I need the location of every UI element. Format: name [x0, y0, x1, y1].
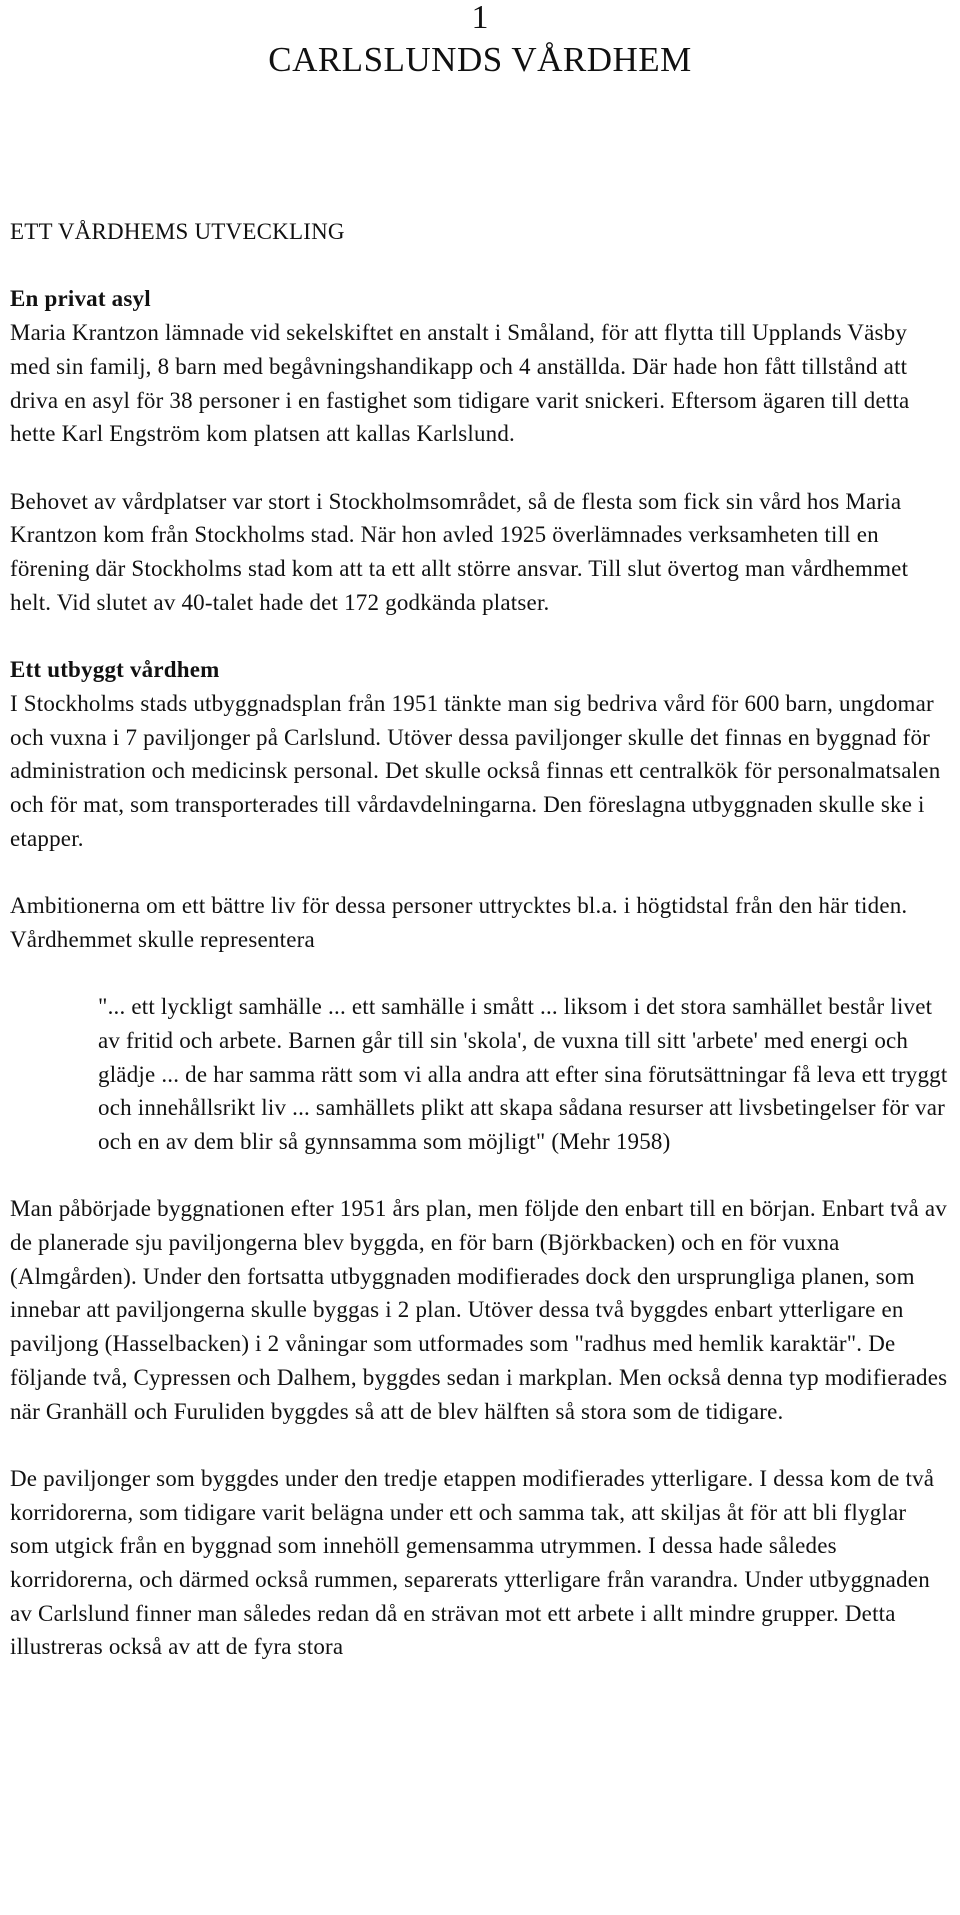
paragraph: I Stockholms stads utbyggnadsplan från 1951 tänkte man sig bedriva vård för 600 barn, ungdomar och vuxna i 7 paviljonger på Carlslund. Utöver dessa paviljonger skulle det finnas en byggnad för administration och medicinsk personal. Det skulle också finnas ett centralkök för personalmatsalen och för mat, som transporterades till vårdavdelningarna. Den föreslagna utbyggnaden skulle ske i etapper. — [10, 690, 941, 851]
block-quote: "... ett lyckligt samhälle ... ett samhälle i smått ... liksom i det stora samhället består livet av fritid och arbete. Barnen går till sin 'skola', de vuxna till sitt 'arbete' med energi och glädje ... de har samma rätt som vi alla andra att efter sina förutsättningar få leva ett tryggt och innehållsrikt liv ... samhällets plikt att skapa sådana resurser att livsbetingelser för var och en av dem blir så gynnsamma som möjligt" (Mehr 1958) — [98, 994, 948, 1154]
paragraph: Maria Krantzon lämnade vid sekelskiftet en anstalt i Småland, för att flytta till Upplands Väsby med sin familj, 8 barn med begåvningshandikapp och 4 anställda. Där hade hon fått tillstånd att driva en asyl för 38 personer i en fastighet som tidigare varit snickeri. Eftersom ägaren till detta hette Karl Engström kom platsen att kallas Karlslund. — [10, 320, 910, 447]
subheading-expanded-care-home: Ett utbyggt vårdhem — [10, 657, 220, 683]
document-title: CARLSLUNDS VÅRDHEM — [268, 40, 692, 79]
document-body — [10, 215, 950, 1664]
section-title: ETT VÅRDHEMS UTVECKLING — [10, 219, 345, 244]
subheading-private-asylum: En privat asyl — [10, 286, 151, 312]
paragraph: Behovet av vårdplatser var stort i Stockholmsområdet, så de flesta som fick sin vård hos Maria Krantzon kom från Stockholms stad. När hon avled 1925 överlämnades verksamheten till en förening där Stockholms stad kom att ta ett allt större ansvar. Till slut övertog man vårdhemmet helt. Vid slutet av 40-talet hade det 172 godkända platser. — [10, 488, 909, 615]
page-number: 1 — [471, 0, 489, 36]
paragraph: De paviljonger som byggdes under den tredje etappen modifierades ytterligare. I dessa kom de två korridorerna, som tidigare varit belägna under ett och samma tak, att skiljas åt för att bli flyglar som utgick från en byggnad som innehöll gemensamma utrymmen. I dessa hade således korridorerna, och därmed också rummen, separerats ytterligare från varandra. Under utbyggnaden av Carlslund finner man således redan då en strävan mot ett arbete i allt mindre grupper. Detta illustreras också av att de fyra stora — [10, 1465, 935, 1660]
paragraph: Ambitionerna om ett bättre liv för dessa personer uttrycktes bl.a. i högtidstal från den här tiden. Vårdhemmet skulle representera — [10, 893, 908, 952]
paragraph: Man påbörjade byggnationen efter 1951 års plan, men följde den enbart till en början. Enbart två av de planerade sju paviljongerna blev byggda, en för barn (Björkbacken) och en för vuxna (Almgården). Under den fortsatta utbyggnaden modifierades dock den ursprungliga planen, som innebar att paviljongerna skulle byggas i 2 plan. Utöver dessa två byggdes enbart ytterligare en paviljong (Hasselbacken) i 2 våningar som utformades som "radhus med hemlik karaktär". De följande två, Cypressen och Dalhem, byggdes sedan i markplan. Men också denna typ modifierades när Granhäll och Furuliden byggdes så att de blev hälften så stora som de tidigare. — [10, 1196, 948, 1424]
